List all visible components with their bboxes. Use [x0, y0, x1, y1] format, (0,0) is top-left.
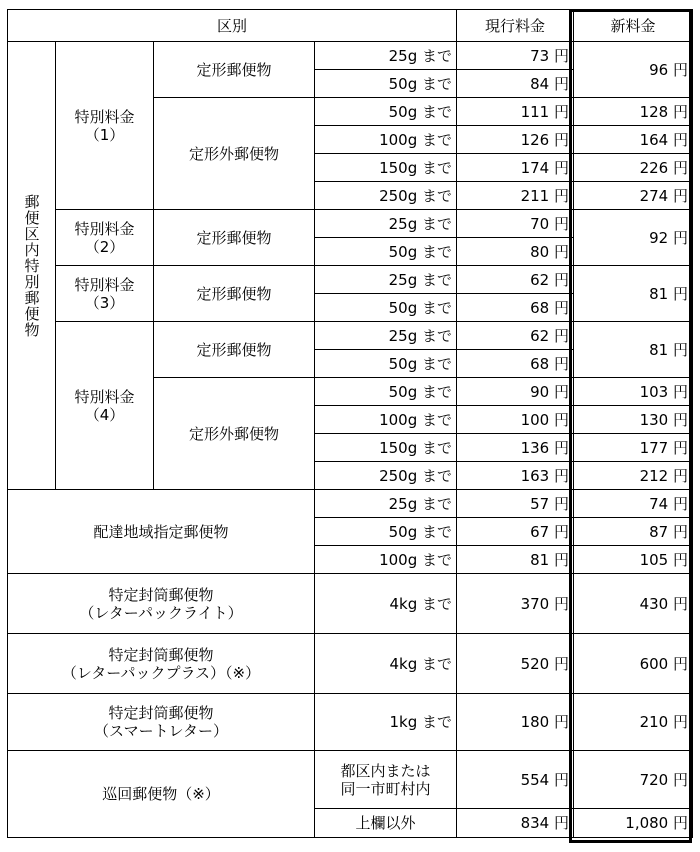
table-row	[8, 574, 693, 634]
current-fee-cell: 211 円	[457, 182, 574, 210]
table-row	[8, 634, 693, 694]
new-fee-cell: 164 円	[574, 126, 693, 154]
weight-cell: 50g まで	[315, 70, 457, 98]
new-fee-cell: 74 円	[574, 490, 693, 518]
weight-cell: 50g まで	[315, 294, 457, 322]
new-fee-cell: 81 円	[574, 266, 693, 322]
new-fee-cell: 103 円	[574, 378, 693, 406]
weight-cell: 25g まで	[315, 266, 457, 294]
header-new-fee: 新料金	[574, 10, 693, 42]
g4-teikeigai-label: 定形外郵便物	[154, 378, 315, 490]
current-fee-cell: 554 円	[457, 751, 574, 809]
new-fee-cell: 128 円	[574, 98, 693, 126]
table-row	[8, 42, 693, 70]
weight-cell: 上欄以外	[315, 809, 457, 838]
weight-cell: 1kg まで	[315, 694, 457, 751]
g1-teikei-label: 定形郵便物	[154, 42, 315, 98]
new-fee-cell: 212 円	[574, 462, 693, 490]
current-fee-cell: 834 円	[457, 809, 574, 838]
weight-cell: 4kg まで	[315, 634, 457, 694]
table-row	[8, 751, 693, 809]
new-fee-cell: 81 円	[574, 322, 693, 378]
current-fee-cell: 163 円	[457, 462, 574, 490]
new-fee-cell: 92 円	[574, 210, 693, 266]
new-fee-cell: 96 円	[574, 42, 693, 98]
current-fee-cell: 70 円	[457, 210, 574, 238]
weight-cell: 50g まで	[315, 378, 457, 406]
group-4-label: 特別料金 （4）	[56, 322, 154, 490]
current-fee-cell: 62 円	[457, 322, 574, 350]
weight-cell: 50g まで	[315, 98, 457, 126]
header-row	[8, 10, 693, 42]
current-fee-cell: 136 円	[457, 434, 574, 462]
new-fee-cell: 105 円	[574, 546, 693, 574]
letterpack-plus-label: 特定封筒郵便物 （レターパックプラス）（※）	[8, 634, 315, 694]
table-row	[8, 322, 693, 350]
new-fee-cell: 87 円	[574, 518, 693, 546]
new-fee-cell: 210 円	[574, 694, 693, 751]
current-fee-cell: 174 円	[457, 154, 574, 182]
group-1-label: 特別料金 （1）	[56, 42, 154, 210]
header-category: 区別	[8, 10, 457, 42]
current-fee-cell: 81 円	[457, 546, 574, 574]
current-fee-cell: 100 円	[457, 406, 574, 434]
letterpack-light-label: 特定封筒郵便物 （レターパックライト）	[8, 574, 315, 634]
current-fee-cell: 520 円	[457, 634, 574, 694]
table-row	[8, 490, 693, 518]
g2-teikei-label: 定形郵便物	[154, 210, 315, 266]
new-fee-cell: 600 円	[574, 634, 693, 694]
weight-cell: 250g まで	[315, 462, 457, 490]
weight-cell: 100g まで	[315, 406, 457, 434]
current-fee-cell: 73 円	[457, 42, 574, 70]
weight-cell: 150g まで	[315, 154, 457, 182]
new-fee-cell: 1,080 円	[574, 809, 693, 838]
weight-cell: 25g まで	[315, 490, 457, 518]
g1-teikeigai-label: 定形外郵便物	[154, 98, 315, 210]
current-fee-cell: 84 円	[457, 70, 574, 98]
smartletter-label: 特定封筒郵便物 （スマートレター）	[8, 694, 315, 751]
weight-cell: 150g まで	[315, 434, 457, 462]
new-fee-cell: 274 円	[574, 182, 693, 210]
table-row	[8, 210, 693, 238]
new-fee-cell: 430 円	[574, 574, 693, 634]
weight-cell: 25g まで	[315, 210, 457, 238]
weight-cell: 4kg まで	[315, 574, 457, 634]
weight-cell: 25g まで	[315, 322, 457, 350]
current-fee-cell: 80 円	[457, 238, 574, 266]
weight-cell: 100g まで	[315, 546, 457, 574]
current-fee-cell: 68 円	[457, 350, 574, 378]
postal-fee-table	[7, 9, 693, 838]
new-fee-cell: 177 円	[574, 434, 693, 462]
header-current-fee: 現行料金	[457, 10, 574, 42]
group-2-label: 特別料金 （2）	[56, 210, 154, 266]
weight-cell: 25g まで	[315, 42, 457, 70]
haitatsu-label: 配達地域指定郵便物	[8, 490, 315, 574]
group-3-label: 特別料金 （3）	[56, 266, 154, 322]
current-fee-cell: 90 円	[457, 378, 574, 406]
current-fee-cell: 57 円	[457, 490, 574, 518]
current-fee-cell: 67 円	[457, 518, 574, 546]
weight-cell: 250g まで	[315, 182, 457, 210]
table-row	[8, 694, 693, 751]
weight-cell: 都区内または 同一市町村内	[315, 751, 457, 809]
current-fee-cell: 370 円	[457, 574, 574, 634]
new-fee-cell: 226 円	[574, 154, 693, 182]
table-row	[8, 266, 693, 294]
new-fee-cell: 720 円	[574, 751, 693, 809]
junkai-label: 巡回郵便物（※）	[8, 751, 315, 838]
g4-teikei-label: 定形郵便物	[154, 322, 315, 378]
new-fee-cell: 130 円	[574, 406, 693, 434]
current-fee-cell: 180 円	[457, 694, 574, 751]
weight-cell: 100g まで	[315, 126, 457, 154]
current-fee-cell: 62 円	[457, 266, 574, 294]
weight-cell: 50g まで	[315, 238, 457, 266]
weight-cell: 50g まで	[315, 350, 457, 378]
current-fee-cell: 126 円	[457, 126, 574, 154]
current-fee-cell: 68 円	[457, 294, 574, 322]
main-category-label: 郵便区内特別郵便物	[8, 42, 56, 490]
weight-cell: 50g まで	[315, 518, 457, 546]
g3-teikei-label: 定形郵便物	[154, 266, 315, 322]
current-fee-cell: 111 円	[457, 98, 574, 126]
